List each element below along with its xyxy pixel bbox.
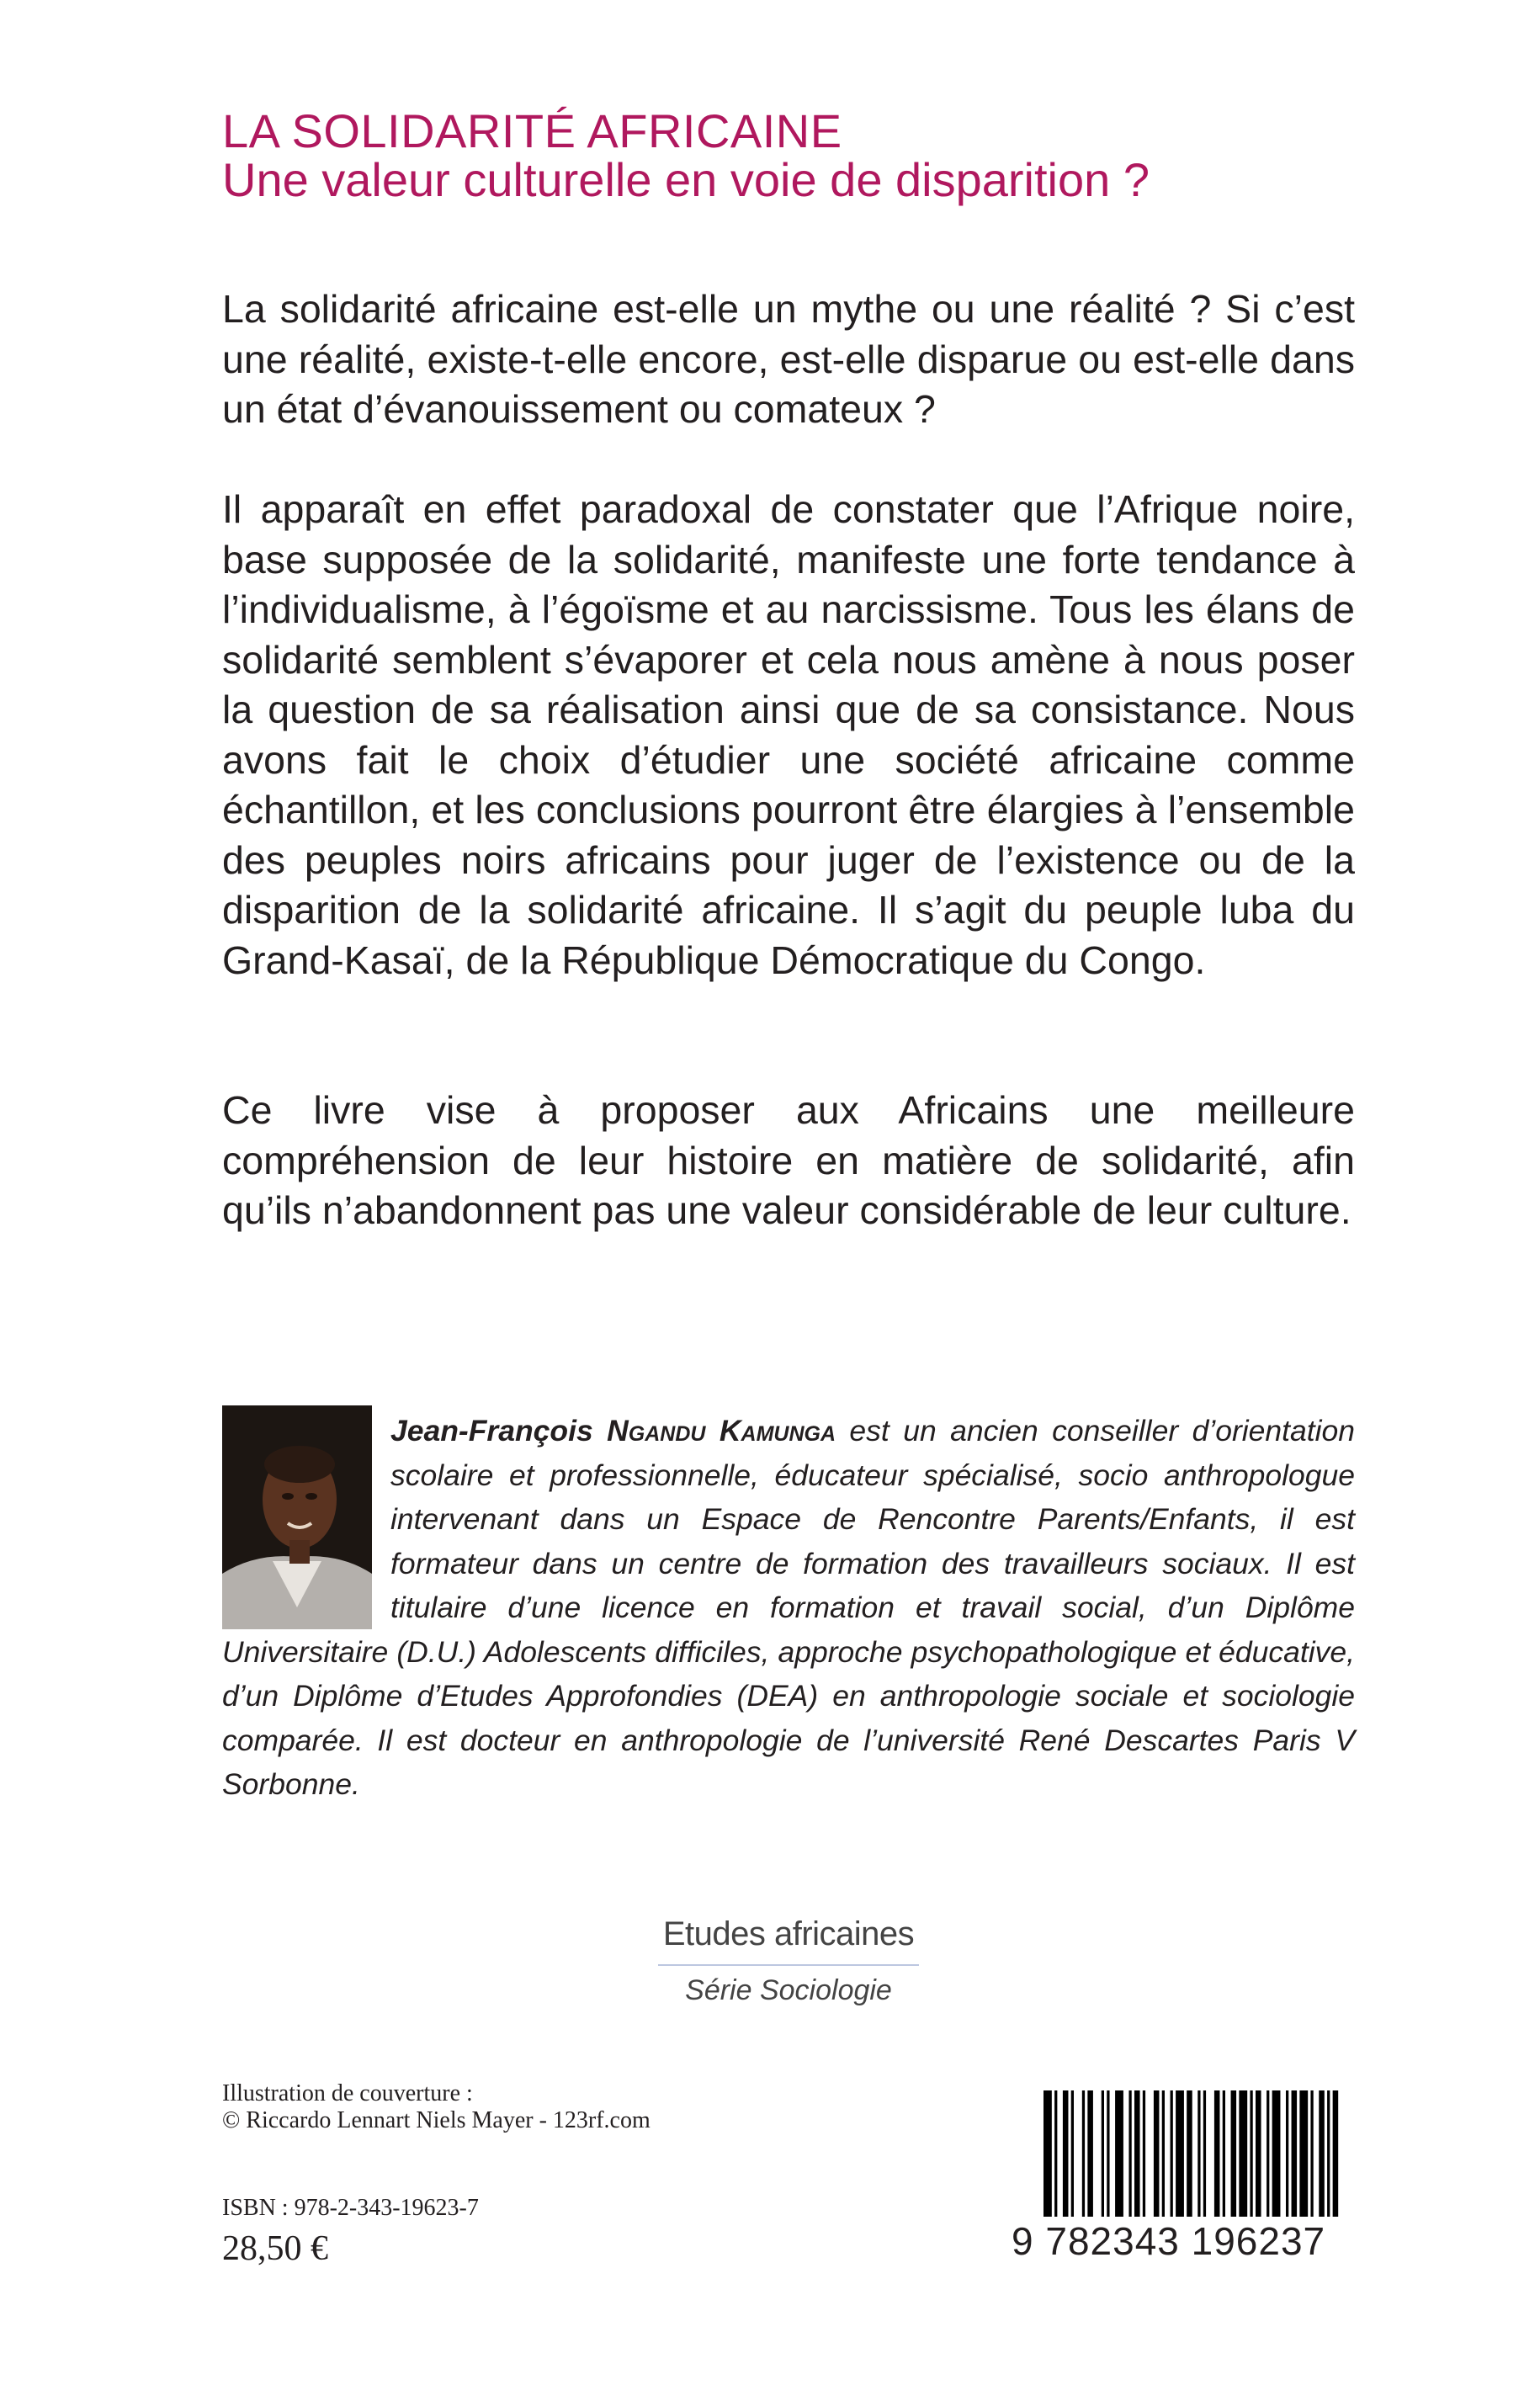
barcode-bar: [1082, 2090, 1085, 2217]
barcode-bar: [1087, 2090, 1093, 2217]
barcode-bar: [1128, 2090, 1131, 2217]
barcode-bar: [1115, 2090, 1123, 2217]
barcode-bar: [1214, 2090, 1220, 2217]
barcode-bar: [1319, 2090, 1325, 2217]
author-bio-text: est un ancien conseiller d’orientation scolaire et professionnelle, éducateur spécialisé, socio anthropologue intervenant dans un Espace de Rencontre Parents/Enfants, il est formateur dans un centre de formation des travailleurs sociaux. Il est titulaire d’une licence en formation et travail social, d’un Diplôme Universitaire (D.U.) Adolescents difficiles, approche psychopathologique et éducative, d’un Diplôme d’Etudes Approfondies (DEA) en anthropologie sociale et sociologie comparée. Il est docteur en anthropologie de l’université René Descartes Paris V Sorbonne.: [222, 1414, 1355, 1801]
title-line-2: Une valeur culturelle en voie de disparition ?: [222, 153, 1150, 206]
barcode-bar: [1054, 2090, 1057, 2217]
barcode-bar: [1203, 2090, 1206, 2217]
paragraph-3: Ce livre vise à proposer aux Africains une meilleure compréhension de leur histoire en matière de solidarité, afin qu’ils n’abandonnent pas une valeur considérable de leur culture.: [222, 1088, 1355, 1232]
paragraph-2: Il apparaît en effet paradoxal de constater que l’Afrique noire, base supposée de la solidarité, manifeste une forte tendance à l’individualisme, à l’égoïsme et au narcissisme. Tous les élans de solidarité semblent s’évaporer et cela nous amène à nous poser la question de sa réalisation ainsi que de sa consistance. Nous avons fait le choix d’étudier une société africaine comme échantillon, et les conclusions pourront être élargies à l’ensemble des peuples noirs africains pour juger de l’existence ou de la disparition de la solidarité africaine. Il s’agit du peuple luba du Grand-Kasaï, de la République Démocratique du Congo.: [222, 487, 1355, 982]
collection-name: Etudes africaines: [662, 1915, 915, 1952]
illustration-credit: [222, 2080, 811, 2134]
author-bio: [222, 1409, 1355, 1807]
credit-label: Illustration de couverture :: [222, 2080, 473, 2106]
collection-series: Série Sociologie: [685, 1974, 892, 2006]
barcode: [1043, 2090, 1346, 2217]
barcode-bar: [1223, 2090, 1225, 2217]
barcode-bar: [1310, 2090, 1313, 2217]
barcode-bar: [1187, 2090, 1192, 2217]
photo-spacer: [222, 1409, 390, 1629]
barcode-bar: [1239, 2090, 1247, 2217]
barcode-bar: [1256, 2090, 1261, 2217]
barcode-bar: [1231, 2090, 1237, 2217]
barcode-bar: [1107, 2090, 1109, 2217]
barcode-bar: [1272, 2090, 1281, 2217]
paragraph-1: La solidarité africaine est-elle un mythe ou une réalité ? Si c’est une réalité, existe-t-elle encore, est-elle disparue ou est-elle dans un état d’évanouissement ou comateux ?: [222, 287, 1355, 431]
credit-source: © Riccardo Lennart Niels Mayer - 123rf.com: [222, 2107, 651, 2133]
barcode-digits: 9 782343 196237: [1012, 2219, 1326, 2263]
barcode-bar: [1071, 2090, 1074, 2217]
barcode-bar: [1176, 2090, 1184, 2217]
barcode-bar: [1043, 2090, 1052, 2217]
barcode-bar: [1154, 2090, 1160, 2217]
barcode-bar: [1063, 2090, 1069, 2217]
barcode-bar: [1134, 2090, 1140, 2217]
collection-divider: [658, 1964, 919, 1966]
barcode-bar: [1267, 2090, 1269, 2217]
barcode-bar: [1171, 2090, 1173, 2217]
barcode-bar: [1143, 2090, 1145, 2217]
author-first-name: Jean-François: [390, 1414, 593, 1447]
barcode-bar: [1250, 2090, 1252, 2217]
author-last-name: Ngandu Kamunga: [607, 1414, 836, 1447]
barcode-bar: [1333, 2090, 1339, 2217]
barcode-bar: [1197, 2090, 1200, 2217]
barcode-bar: [1327, 2090, 1330, 2217]
barcode-bar: [1286, 2090, 1288, 2217]
barcode-bar: [1292, 2090, 1298, 2217]
barcode-bar: [1102, 2090, 1104, 2217]
price: 28,50 €: [222, 2229, 328, 2268]
isbn: ISBN : 978-2-343-19623-7: [222, 2195, 479, 2221]
title-line-1: LA SOLIDARITÉ AFRICAINE: [222, 104, 842, 157]
barcode-bar: [1299, 2090, 1308, 2217]
barcode-bar: [1162, 2090, 1165, 2217]
